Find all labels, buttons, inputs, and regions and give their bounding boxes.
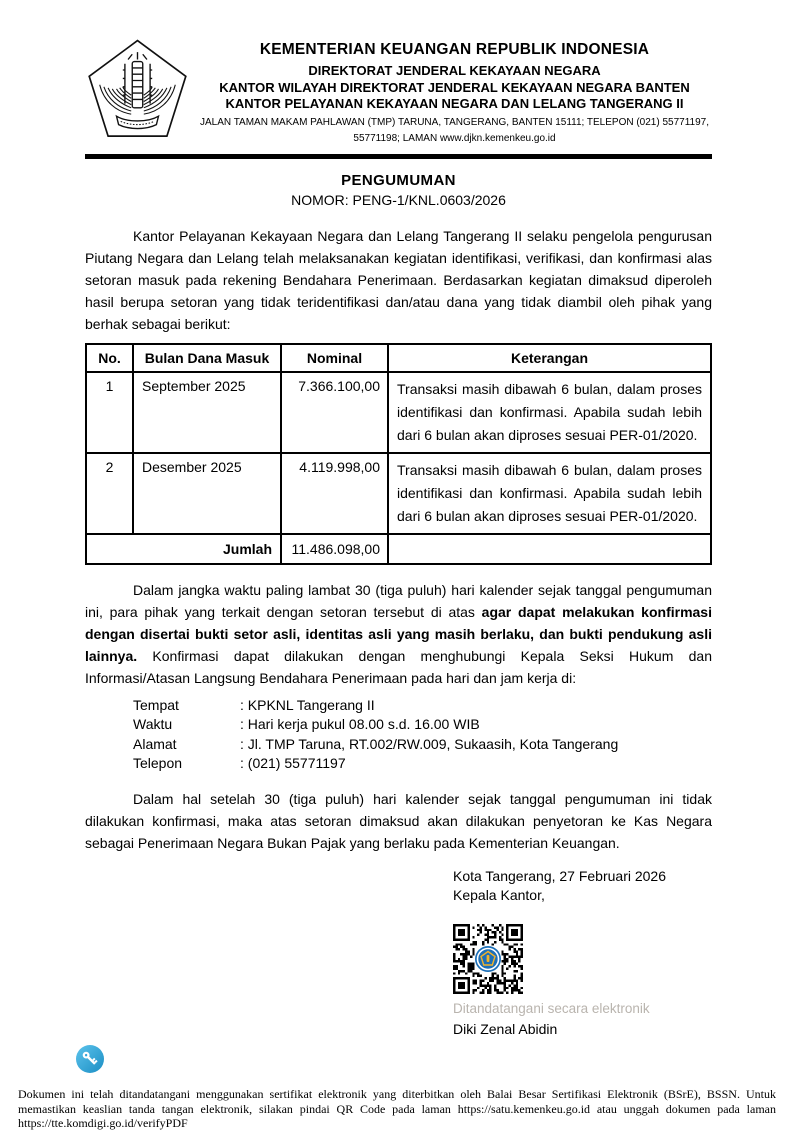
contact-row-alamat <box>133 735 712 755</box>
deposit-table <box>85 343 712 565</box>
office-address-line1: JALAN TAMAN MAKAM PAHLAWAN (TMP) TARUNA, TANGERANG, BANTEN 15111; TELEPON (021) 55771197, <box>199 116 710 128</box>
total-value: 11.486.098,00 <box>281 534 388 564</box>
contact-label: Tempat <box>133 696 179 713</box>
cell-no: 1 <box>86 372 133 453</box>
signature-position: Kepala Kantor, <box>453 886 545 903</box>
table-row <box>86 372 711 453</box>
document-number: NOMOR: PENG-1/KNL.0603/2026 <box>291 191 506 208</box>
cell-nominal: 7.366.100,00 <box>281 372 388 453</box>
contact-row-waktu <box>133 715 712 735</box>
contact-list <box>133 696 712 774</box>
title-block <box>85 172 712 208</box>
esign-note: Ditandatangani secara elektronik <box>453 1000 650 1016</box>
total-label: Jumlah <box>86 534 281 564</box>
cell-no: 2 <box>86 453 133 534</box>
office-name: KANTOR PELAYANAN KEKAYAAN NEGARA DAN LELANG TANGERANG II <box>225 96 684 111</box>
signer-name: Diki Zenal Abidin <box>453 1020 558 1037</box>
letterhead-divider <box>85 154 712 159</box>
col-header-keterangan: Keterangan <box>388 344 711 372</box>
kemenkeu-qr-logo-icon <box>474 945 502 973</box>
bsre-esign-icon <box>75 1044 105 1074</box>
letterhead <box>85 38 712 149</box>
cell-nominal: 4.119.998,00 <box>281 453 388 534</box>
footer-disclaimer: Dokumen ini telah ditandatangani menggunakan sertifikat elektronik yang diterbitkan oleh Balai Besar Sertifikasi Elektronik (BSrE), BSSN. Untuk memastikan keaslian tanda tangan elektronik, silakan pindai QR Code pada laman https://satu.kemenkeu.go.id atau unggah dokumen pada laman https://tte.komdigi.go.id/verifyPDF <box>18 1087 776 1130</box>
p2-text-before: Dalam jangka waktu paling lambat 30 (tiga puluh) hari kalender sejak tanggal pengumuman ini, para pihak yang terkait dengan setoran tersebut di atas <box>85 581 712 620</box>
office-address-line2: 55771198; LAMAN www.djkn.kemenkeu.go.id <box>353 132 556 144</box>
signature-block <box>453 867 712 1039</box>
col-header-bulan: Bulan Dana Masuk <box>133 344 281 372</box>
contact-label: Waktu <box>133 716 173 732</box>
col-header-no: No. <box>86 344 133 372</box>
signature-place-date: Kota Tangerang, 27 Februari 2026 <box>453 867 667 884</box>
contact-row-telepon <box>133 754 712 774</box>
p2-text-after: Konfirmasi dapat dilakukan dengan menghubungi Kepala Seksi Hukum dan Informasi/Atasan Langsung Bendahara Penerimaan pada hari dan jam kerja di: <box>85 647 712 686</box>
letterhead-text <box>197 38 712 145</box>
contact-value: : KPKNL Tangerang II <box>240 696 375 713</box>
contact-label: Alamat <box>133 735 177 752</box>
ministry-name: KEMENTERIAN KEUANGAN REPUBLIK INDONESIA <box>259 41 650 58</box>
paragraph-intro: Kantor Pelayanan Kekayaan Negara dan Lelang Tangerang II selaku pengelola pengurusan Piutang Negara dan Lelang telah melaksanakan kegiatan identifikasi, verifikasi, dan konfirmasi alas setoran masuk pada rekening Bendahara Penerimaan. Berdasarkan kegiatan dimaksud diperoleh hasil berupa setoran yang tidak teridentifikasi dan/atau dana yang tidak diambil oleh pihak yang berhak sebagai berikut: <box>85 227 712 332</box>
table-row <box>86 453 711 534</box>
contact-value: : Hari kerja pukul 08.00 s.d. 16.00 WIB <box>240 716 480 732</box>
paragraph-deadline: Dalam hal setelah 30 (tiga puluh) hari kalender sejak tanggal pengumuman ini tidak dilakukan konfirmasi, maka atas setoran dimaksud akan dilakukan penyetoran ke Kas Negara sebagai Penerimaan Negara Bukan Pajak yang berlaku pada Kementerian Keuangan. <box>85 790 712 851</box>
kemenkeu-emblem-icon <box>85 38 197 149</box>
cell-bulan: September 2025 <box>133 372 281 453</box>
contact-label: Telepon <box>133 755 183 771</box>
contact-value: : (021) 55771197 <box>240 755 346 771</box>
contact-value: : Jl. TMP Taruna, RT.002/RW.009, Sukaasih, Kota Tangerang <box>240 735 619 752</box>
paragraph-confirmation <box>85 579 712 689</box>
contact-row-tempat <box>133 696 712 716</box>
cell-keterangan: Transaksi masih dibawah 6 bulan, dalam proses identifikasi dan konfirmasi. Apabila sudah lebih dari 6 bulan akan diproses sesuai PER-01/2020. <box>388 372 711 453</box>
esign-qr-code <box>453 924 523 994</box>
document-title: PENGUMUMAN <box>341 171 456 189</box>
cell-keterangan: Transaksi masih dibawah 6 bulan, dalam proses identifikasi dan konfirmasi. Apabila sudah lebih dari 6 bulan akan diproses sesuai PER-01/2020. <box>388 453 711 534</box>
cell-bulan: Desember 2025 <box>133 453 281 534</box>
p2-text-bold: agar dapat melakukan konfirmasi dengan disertai bukti setor asli, identitas asli yang masih berlaku, dan bukti pendukung asli lainnya. <box>85 603 712 664</box>
regional-office-name: KANTOR WILAYAH DIREKTORAT JENDERAL KEKAYAAN NEGARA BANTEN <box>219 79 690 95</box>
total-empty-cell <box>388 534 711 564</box>
table-total-row <box>86 534 711 564</box>
directorate-name: DIREKTORAT JENDERAL KEKAYAAN NEGARA <box>308 63 601 78</box>
table-header-row <box>86 344 711 372</box>
col-header-nominal: Nominal <box>281 344 388 372</box>
